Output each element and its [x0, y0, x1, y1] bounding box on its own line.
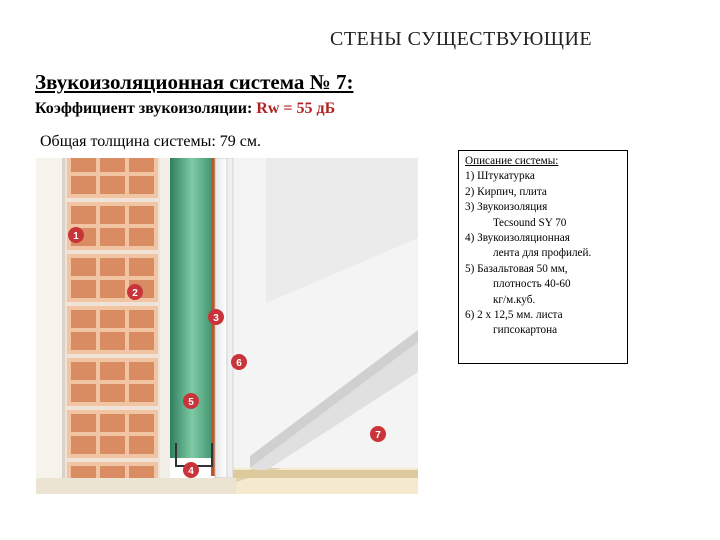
coefficient-label: Коэффициент звукоизоляции: [35, 100, 257, 117]
brick-cell [129, 332, 154, 350]
brick-cell [129, 206, 154, 224]
brick-cell [129, 228, 154, 246]
brick-cell [129, 310, 154, 328]
coefficient-line [35, 100, 335, 118]
marker-4-label: 4 [188, 466, 194, 477]
brick-cell [129, 384, 154, 402]
brick-cell [71, 436, 96, 454]
plaster-layer [36, 158, 64, 494]
brick-cell [129, 414, 154, 432]
brick-cell [100, 258, 125, 276]
brick-cell [100, 414, 125, 432]
marker-6-label: 6 [236, 358, 242, 369]
brick-wall [65, 158, 160, 494]
brick-cell [100, 362, 125, 380]
brick-cell [100, 228, 125, 246]
description-item: 5) Базальтовая 50 мм, [465, 262, 568, 275]
marker-7-label: 7 [375, 430, 381, 441]
brick-cell [100, 384, 125, 402]
brick-cell [71, 258, 96, 276]
marker-3-label: 3 [213, 313, 219, 324]
brick-cell [100, 332, 125, 350]
brick-cell [71, 176, 96, 194]
brick-cell [100, 158, 125, 172]
description-item-continuation: кг/м.куб. [493, 293, 536, 306]
floor-plinth [216, 470, 418, 478]
description-item-continuation: лента для профилей. [493, 247, 592, 260]
description-item-continuation: гипсокартона [493, 324, 558, 337]
brick-cell [71, 414, 96, 432]
brick-cell [129, 158, 154, 172]
marker-7 [370, 426, 386, 442]
marker-5-label: 5 [188, 397, 194, 408]
description-item: 2) Кирпич, плита [465, 185, 547, 198]
brick-cell [100, 206, 125, 224]
description-item-continuation: Tecsound SY 70 [493, 216, 567, 229]
brick-cell [100, 280, 125, 298]
marker-4 [183, 462, 199, 478]
wall-section-svg [36, 158, 418, 494]
brick-cell [71, 206, 96, 224]
marker-6 [231, 354, 247, 370]
page-header: СТЕНЫ СУЩЕСТВУЮЩИЕ [330, 28, 593, 50]
brick-cell [71, 158, 96, 172]
system-description-box [458, 150, 628, 364]
thickness-line: Общая толщина системы: 79 см. [40, 133, 261, 150]
coefficient-value: Rw = 55 дБ [256, 100, 336, 117]
brick-cell [129, 436, 154, 454]
brick-cell [71, 384, 96, 402]
description-item: 1) Штукатурка [465, 170, 535, 183]
wall-section-illustration [36, 158, 418, 494]
description-item: 6) 2 х 12,5 мм. листа [465, 309, 563, 322]
insulation-layer [170, 158, 214, 458]
brick-cell [100, 176, 125, 194]
description-item: 3) Звукоизоляция [465, 201, 548, 214]
marker-1 [68, 227, 84, 243]
brick-cell [129, 176, 154, 194]
brick-cell [71, 332, 96, 350]
brick-cell [71, 280, 96, 298]
marker-2 [127, 284, 143, 300]
marker-5 [183, 393, 199, 409]
brick-cell [100, 310, 125, 328]
marker-3 [208, 309, 224, 325]
brick-cell [129, 258, 154, 276]
brick-cell [71, 362, 96, 380]
system-title: Звукоизоляционная система № 7: [35, 70, 354, 94]
marker-1-label: 1 [73, 231, 79, 242]
marker-2-label: 2 [132, 288, 138, 299]
brick-cell [71, 310, 96, 328]
description-item: 4) Звукоизоляционная [465, 232, 570, 245]
description-title: Описание системы: [465, 155, 559, 167]
description-item-continuation: плотность 40-60 [493, 278, 571, 291]
brick-cell [100, 436, 125, 454]
brick-cell [129, 362, 154, 380]
description-list [465, 169, 627, 338]
